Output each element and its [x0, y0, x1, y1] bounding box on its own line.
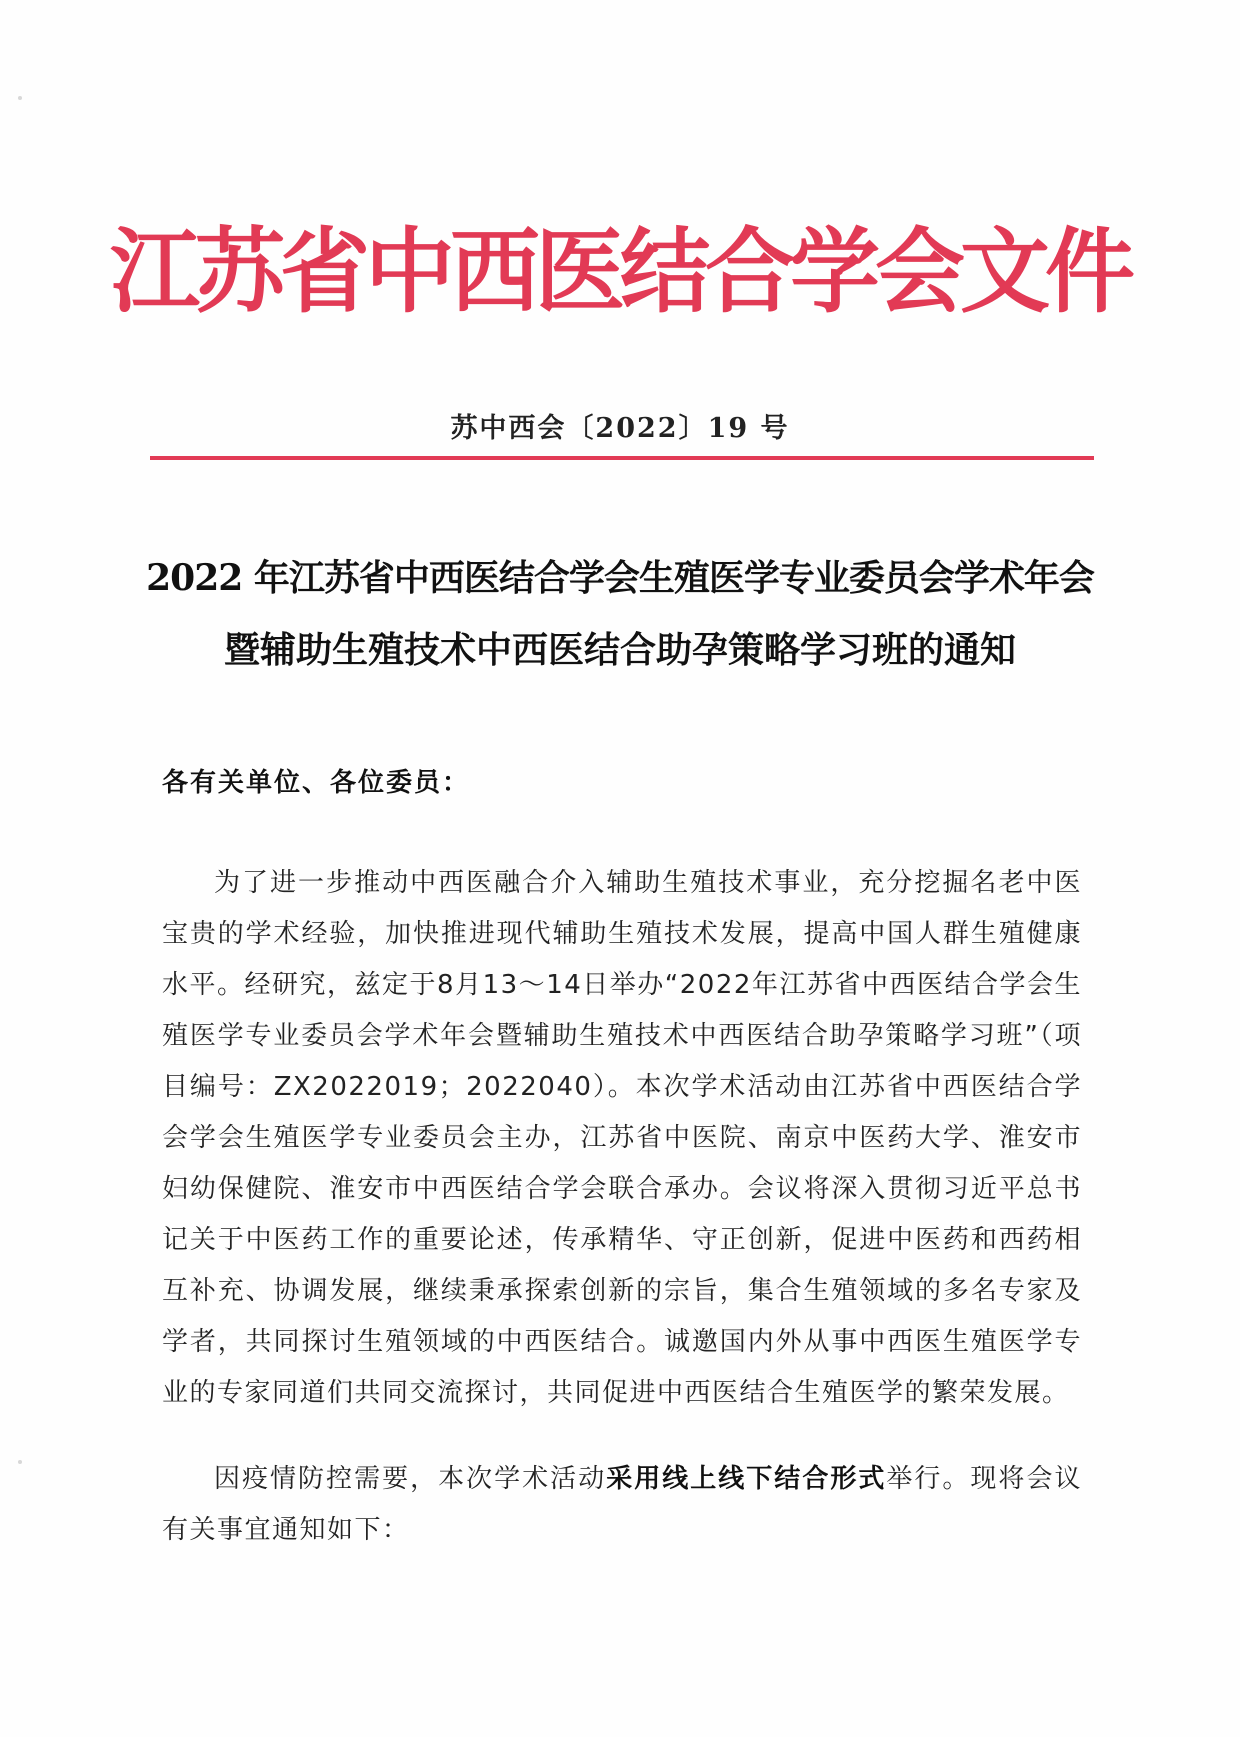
body-paragraph-2 [162, 1454, 1082, 1556]
red-divider-line [150, 456, 1094, 460]
paragraph-2-lead-text: 因疫情防控需要，本次学术活动 [214, 1464, 607, 1494]
document-masthead: 江苏省中西医结合学会文件 [110, 218, 1130, 327]
punch-hole-mark [18, 1460, 22, 1464]
paragraph-2-bold-text: 采用线上线下结合形式 [606, 1464, 887, 1494]
punch-hole-mark [18, 96, 22, 100]
notice-title-line-1: 2022 年江苏省中西医结合学会生殖医学专业委员会学术年会 [146, 557, 1094, 599]
body-paragraph-1: 为了进一步推动中西医融合介入辅助生殖技术事业，充分挖掘名老中医宝贵的学术经验，加快推进现代辅助生殖技术发展，提高中国人群生殖健康水平。经研究，兹定于8月13～14日举办“2022年江苏省中西医结合学会生殖医学专业委员会学术年会暨辅助生殖技术中西医结合助孕策略学习班”（项目编号：ZX2022019；2022040）。本次学术活动由江苏省中西医结合学会学会生殖医学专业委员会主办，江苏省中医院、南京中医药大学、淮安市妇幼保健院、淮安市中西医结合学会联合承办。会议将深入贯彻习近平总书记关于中医药工作的重要论述，传承精华、守正创新，促进中医药和西药相互补充、协调发展，继续秉承探索创新的宗旨，集合生殖领域的多名专家及学者，共同探讨生殖领域的中西医结合。诚邀国内外从事中西医生殖医学专业的专家同道们共同交流探讨，共同促进中西医结合生殖医学的繁荣发展。 [162, 868, 1082, 1408]
paragraph-2-tail-text: 举行。现将会议有关事宜通知如下： [162, 1464, 1082, 1545]
salutation: 各有关单位、各位委员： [162, 768, 471, 798]
notice-title-line-2: 暨辅助生殖技术中西医结合助孕策略学习班的通知 [223, 629, 1016, 671]
document-number: 苏中西会〔2022〕19 号 [450, 413, 790, 444]
